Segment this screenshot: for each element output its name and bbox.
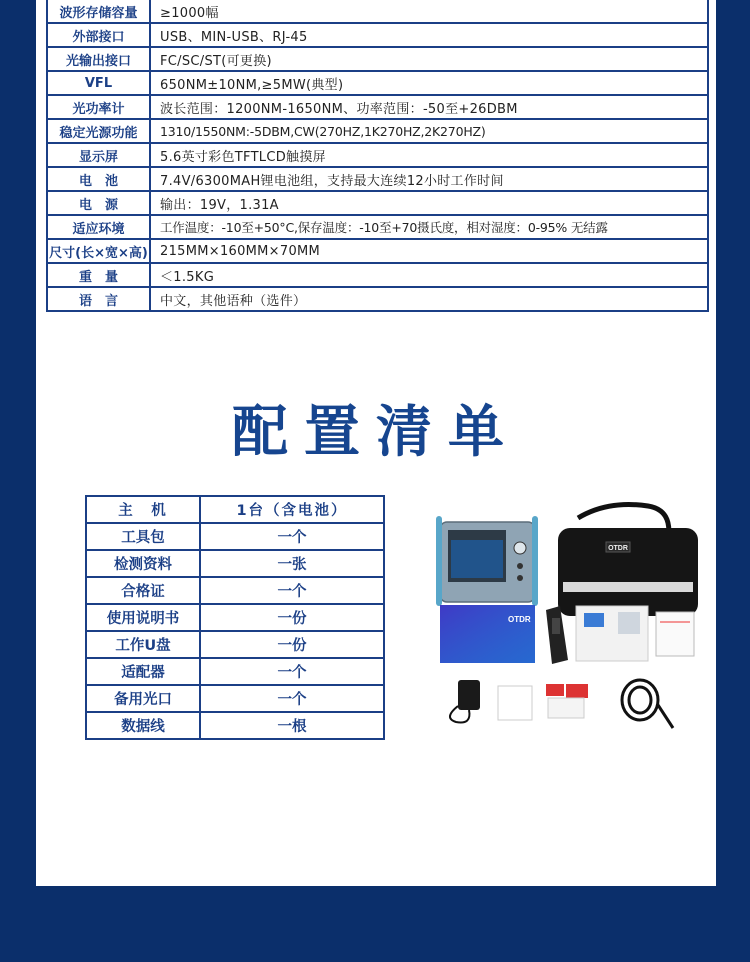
carry-bag-image xyxy=(558,505,698,617)
spec-value: ＜1.5KG xyxy=(150,263,708,287)
config-row xyxy=(86,577,384,604)
config-row xyxy=(86,496,384,523)
config-row xyxy=(86,658,384,685)
manual-booklet-image xyxy=(440,605,535,663)
spec-value: 650NM±10NM,≥5MW(典型) xyxy=(150,71,708,95)
config-item: 数据线 xyxy=(86,712,200,739)
config-qty: 一张 xyxy=(200,550,384,577)
spec-row xyxy=(47,23,708,47)
config-qty: 一根 xyxy=(200,712,384,739)
spare-port-image xyxy=(546,684,588,718)
spec-label: 电 源 xyxy=(47,191,150,215)
spec-label: 波形存储容量 xyxy=(47,0,150,23)
config-item: 备用光口 xyxy=(86,685,200,712)
config-qty: 一个 xyxy=(200,685,384,712)
spec-value: 波长范围：1200NM-1650NM、功率范围：-50至+26DBM xyxy=(150,95,708,119)
package-contents-photo xyxy=(428,500,708,755)
content-panel xyxy=(36,0,716,886)
config-item: 工具包 xyxy=(86,523,200,550)
config-item: 适配器 xyxy=(86,658,200,685)
spec-value: 215MM×160MM×70MM xyxy=(150,239,708,263)
config-qty: 一个 xyxy=(200,658,384,685)
config-item: 检测资料 xyxy=(86,550,200,577)
spec-label: 语 言 xyxy=(47,287,150,311)
config-item: 合格证 xyxy=(86,577,200,604)
otdr-device-image xyxy=(436,516,538,606)
spec-row xyxy=(47,143,708,167)
config-row xyxy=(86,604,384,631)
spec-label: 光输出接口 xyxy=(47,47,150,71)
spec-row xyxy=(47,287,708,311)
config-section-title: 配置清单 xyxy=(232,400,520,465)
bag-logo: OTDR xyxy=(608,545,628,552)
spec-value: USB、MIN-USB、RJ-45 xyxy=(150,23,708,47)
spec-row xyxy=(47,47,708,71)
config-row xyxy=(86,631,384,658)
config-row xyxy=(86,550,384,577)
spec-row xyxy=(47,191,708,215)
spec-value: 中文，其他语种（选件） xyxy=(150,287,708,311)
spec-value: 1310/1550NM:-5DBM,CW(270HZ,1K270HZ,2K270HZ) xyxy=(150,119,708,143)
spec-label: 适应环境 xyxy=(47,215,150,239)
config-qty: 一个 xyxy=(200,577,384,604)
spec-row xyxy=(47,71,708,95)
data-cable-image xyxy=(622,680,673,728)
config-qty: 一份 xyxy=(200,604,384,631)
spec-value: ≥1000幅 xyxy=(150,0,708,23)
config-qty: 一份 xyxy=(200,631,384,658)
power-adapter-image xyxy=(450,680,532,723)
spec-row xyxy=(47,167,708,191)
spec-table xyxy=(46,0,709,312)
spec-value: 输出：19V，1.31A xyxy=(150,191,708,215)
spec-label: 外部接口 xyxy=(47,23,150,47)
config-qty: 1台（含电池） xyxy=(200,496,384,523)
spec-row xyxy=(47,215,708,239)
config-qty: 一个 xyxy=(200,523,384,550)
spec-value: 7.4V/6300MAH锂电池组，支持最大连续12小时工作时间 xyxy=(150,167,708,191)
spec-row xyxy=(47,95,708,119)
spec-label: 光功率计 xyxy=(47,95,150,119)
spec-label: 重 量 xyxy=(47,263,150,287)
documents-image xyxy=(576,606,694,661)
spec-label: 稳定光源功能 xyxy=(47,119,150,143)
config-item: 主 机 xyxy=(86,496,200,523)
config-row xyxy=(86,712,384,739)
spec-value: 工作温度：-10至+50°C,保存温度：-10至+70摄氏度，相对湿度：0-95% 无结露 xyxy=(150,215,708,239)
spec-row xyxy=(47,0,708,23)
config-item: 工作U盘 xyxy=(86,631,200,658)
config-row xyxy=(86,685,384,712)
config-row xyxy=(86,523,384,550)
manual-logo: OTDR xyxy=(508,615,531,624)
config-item: 使用说明书 xyxy=(86,604,200,631)
spec-value: 5.6英寸彩色TFTLCD触摸屏 xyxy=(150,143,708,167)
spec-label: 显示屏 xyxy=(47,143,150,167)
spec-label: VFL xyxy=(47,71,150,95)
spec-label: 电 池 xyxy=(47,167,150,191)
spec-row xyxy=(47,119,708,143)
spec-row xyxy=(47,239,708,263)
config-table xyxy=(85,495,385,740)
spec-label: 尺寸(长×宽×高) xyxy=(47,239,150,263)
spec-row xyxy=(47,263,708,287)
spec-value: FC/SC/ST(可更换) xyxy=(150,47,708,71)
